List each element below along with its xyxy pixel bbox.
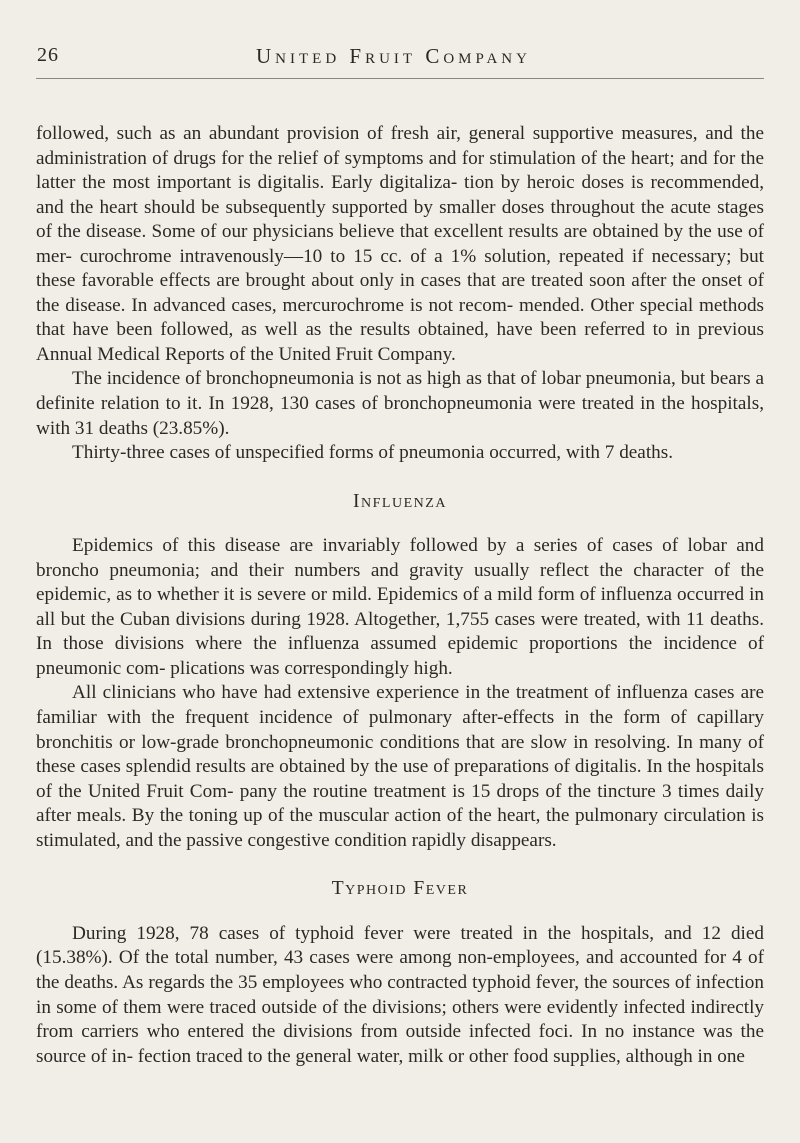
- paragraph-influenza-epidemics: Epidemics of this disease are invariably followed by a series of cases of lobar and broncho pneumonia; and their numbers and gravity usually reflect the character of the epidemic, as to whether it is severe or mild. Epidemics of a mild form of influenza occurred in all but the Cuban divisions during 1928. Altogether, 1,755 cases were treated, with 11 deaths. In those divisions where the influenza assumed epidemic proportions the incidence of pneumonic com- plications was correspondingly high.: [36, 535, 764, 679]
- paragraph-unspecified-pneumonia: Thirty-three cases of unspecified forms of pneumonia occurred, with 7 deaths.: [72, 442, 674, 464]
- paragraph-typhoid-fever: During 1928, 78 cases of typhoid fever were treated in the hospitals, and 12 died (15.38%). Of the total number, 43 cases were among non-employees, and accounted for 4 of the deaths. As regards the 35 employees who contracted typhoid fever, the sources of infection in some of them were traced outside of the divisions; others were evidently infected indirectly from carriers who entered the divisions from outside infected foci. In no instance was the source of in- fection traced to the general water, milk or other food supplies, although in one: [36, 922, 764, 1067]
- page-number: 26: [37, 44, 59, 66]
- body-text: [36, 122, 764, 1069]
- running-header: [36, 44, 764, 79]
- heading-influenza: Influenza: [353, 490, 447, 512]
- paragraph-bronchopneumonia: The incidence of bronchopneumonia is not as high as that of lobar pneumonia, but bears a definite relation to it. In 1928, 130 cases of bronchopneumonia were treated in the hospitals, with 31 deaths (23.85%).: [36, 368, 764, 439]
- heading-typhoid-fever: Typhoid Fever: [331, 878, 469, 900]
- running-title: United Fruit Company: [256, 44, 531, 68]
- paragraph-influenza-treatment: All clinicians who have had extensive experience in the treatment of influenza cases are familiar with the frequent incidence of pulmonary after-effects in the form of capillary bronchitis or low-grade bronchopneumonic conditions that are slow in resolving. In many of these cases splendid results are obtained by the use of preparations of digitalis. In the hospitals of the United Fruit Com- pany the routine treatment is 15 drops of the tincture 3 times daily after meals. By the toning up of the muscular action of the heart, the pulmonary circulation is stimulated, and the passive congestive condition rapidly disappears.: [36, 682, 764, 851]
- paragraph-continued: followed, such as an abundant provision of fresh air, general supportive measures, and the administration of drugs for the relief of symptoms and for stimulation of the heart; and for the latter the most important is digitalis. Early digitaliza- tion by heroic doses is recommended, and the heart should be subsequently supported by smaller doses throughout the acute stages of the disease. Some of our physicians believe that excellent results are obtained by the use of mer- curochrome intravenously—10 to 15 cc. of a 1% solution, repeated if necessary; but these favorable effects are brought about only in cases that are treated soon after the onset of the disease. In advanced cases, mercurochrome is not recom- mended. Other special methods that have been followed, as well as the results obtained, have been referred to in previous Annual Medical Reports of the United Fruit Company.: [36, 123, 764, 365]
